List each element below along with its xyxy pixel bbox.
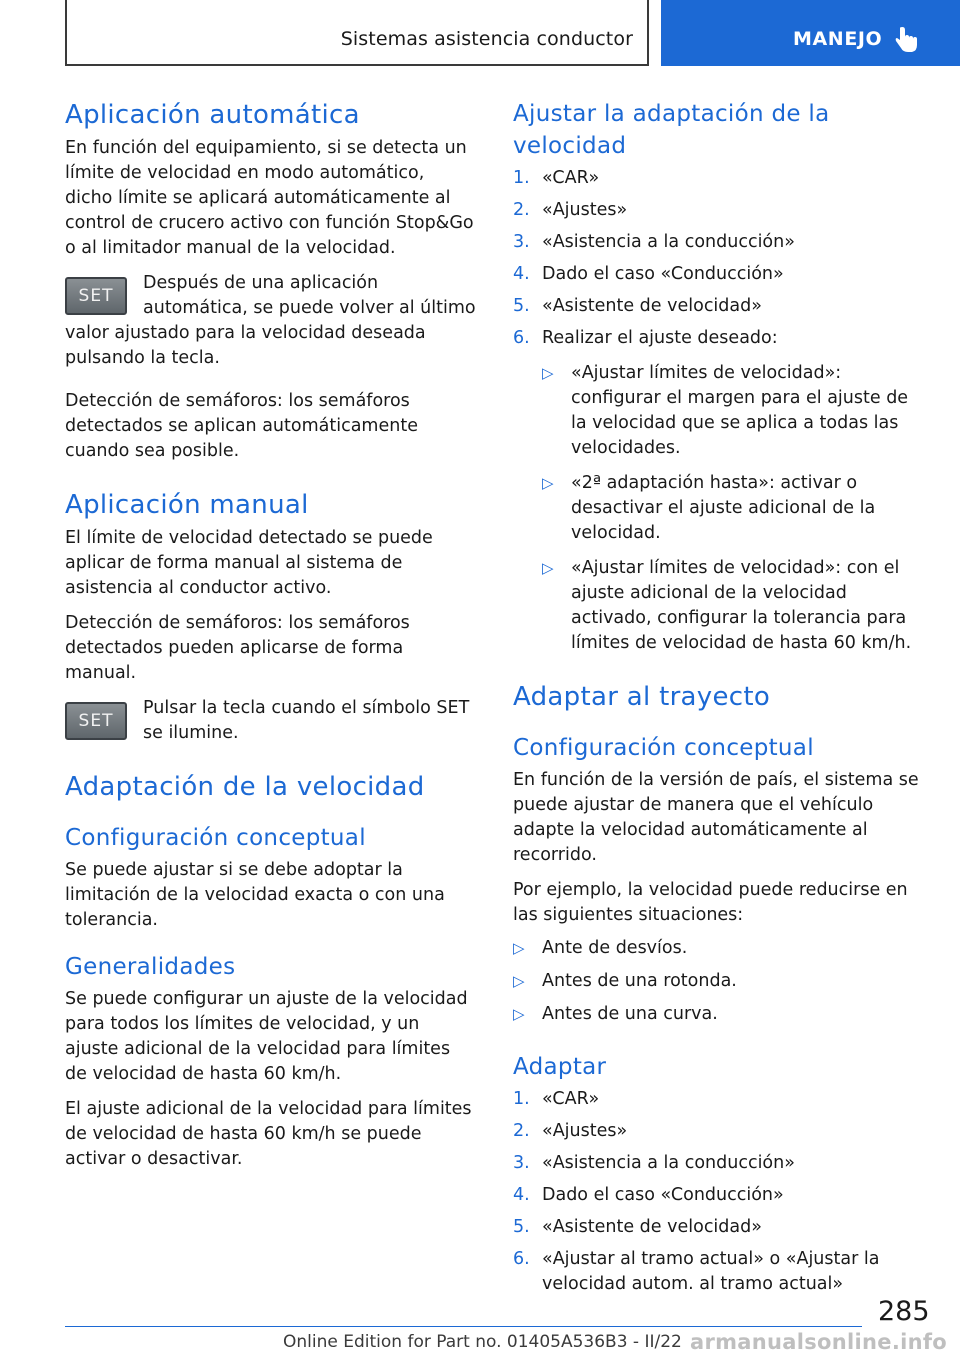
heading-adaptar: Adaptar <box>513 1054 607 1080</box>
bullet-item <box>513 936 925 961</box>
heading-generalidades: Generalidades <box>65 954 236 980</box>
bullet-text: Ante de desvíos. <box>542 938 688 958</box>
set-note-2 <box>65 696 477 746</box>
bullet-text: «Ajustar límites de velocidad»: con el ajuste adicional de la velocidad activado, configurar la tolerancia para límites de velocidad de hasta 60 km/h. <box>571 558 912 653</box>
paragraph-concept: Se puede ajustar si se debe adoptar la limitación de la velocidad exacta o con una tolerancia. <box>65 860 445 930</box>
heading-adaptacion-velocidad: Adaptación de la velocidad <box>65 772 425 802</box>
set-note-1 <box>65 271 477 371</box>
paragraph-semaforos-2: Detección de semáforos: los semáforos detectados pueden aplicarse de forma manual. <box>65 613 410 683</box>
list-item <box>513 326 925 351</box>
bullet-item <box>513 969 925 994</box>
steps-list-2 <box>513 1087 925 1297</box>
bullet-list <box>513 936 925 1027</box>
list-item-text: «CAR» <box>542 1089 600 1109</box>
list-item-number: 1. <box>513 168 530 188</box>
header-chapter-title: MANEJO <box>793 28 883 50</box>
list-item-number: 3. <box>513 1153 530 1173</box>
list-item-number: 1. <box>513 1089 530 1109</box>
triangle-bullet-icon: ▷ <box>513 1005 525 1023</box>
hand-pointer-icon <box>895 27 919 53</box>
header-chapter-box <box>661 0 960 66</box>
list-item-number: 2. <box>513 200 530 220</box>
paragraph-concept-2: En función de la versión de país, el sistema se puede ajustar de manera que el vehículo adapte la velocidad automáticamente al recorrido. <box>513 770 919 865</box>
set-key-icon: SET <box>65 277 127 315</box>
paragraph-auto: En función del equipamiento, si se detecta un límite de velocidad en modo automático, dicho límite se aplicará automáticamente al control de crucero activo con función Stop&Go o al limitador manual de la velocidad. <box>65 138 474 258</box>
page-number: 285 <box>878 1296 930 1327</box>
triangle-bullet-icon: ▷ <box>513 939 525 957</box>
paragraph-semaforos-1: Detección de semáforos: los semáforos detectados se aplican automáticamente cuando sea posible. <box>65 391 418 461</box>
list-item-number: 5. <box>513 1217 530 1237</box>
list-item-text: Dado el caso «Conducción» <box>542 1185 784 1205</box>
list-item-text: «Ajustar al tramo actual» o «Ajustar la velocidad autom. al tramo actual» <box>542 1249 880 1294</box>
list-item-text: «Asistente de velocidad» <box>542 296 762 316</box>
list-item <box>513 166 925 191</box>
paragraph-general-2: El ajuste adicional de la velocidad para límites de velocidad de hasta 60 km/h se puede activar o desactivar. <box>65 1099 472 1169</box>
list-item-text: «Asistencia a la conducción» <box>542 1153 795 1173</box>
list-item <box>513 1087 925 1112</box>
header-section-box <box>65 0 649 66</box>
triangle-bullet-icon: ▷ <box>513 972 525 990</box>
watermark: armanualsonline.info <box>690 1330 948 1354</box>
list-item <box>513 1151 925 1176</box>
footer-edition: Online Edition for Part no. 01405A536B3 - II/22 <box>283 1332 682 1352</box>
steps-list-1 <box>513 166 925 351</box>
bullet-item <box>513 471 925 546</box>
heading-aplicacion-manual: Aplicación manual <box>65 490 309 520</box>
list-item-number: 5. <box>513 296 530 316</box>
list-item <box>513 294 925 319</box>
list-item-number: 3. <box>513 232 530 252</box>
right-column <box>513 98 925 1304</box>
list-item <box>513 230 925 255</box>
list-item-text: «Ajustes» <box>542 200 628 220</box>
left-column <box>65 98 477 1172</box>
list-item-number: 2. <box>513 1121 530 1141</box>
list-item-text: «Asistencia a la conducción» <box>542 232 795 252</box>
triangle-bullet-icon: ▷ <box>542 559 554 577</box>
list-item-number: 4. <box>513 264 530 284</box>
list-item-number: 6. <box>513 328 530 348</box>
list-item-text: «Asistente de velocidad» <box>542 1217 762 1237</box>
heading-ajustar-adaptacion: Ajustar la adaptación de la velocidad <box>513 101 830 159</box>
triangle-bullet-icon: ▷ <box>542 474 554 492</box>
heading-adaptar-trayecto: Adaptar al trayecto <box>513 682 771 712</box>
bullet-text: Antes de una rotonda. <box>542 971 737 991</box>
list-item <box>513 262 925 287</box>
set-key-icon: SET <box>65 702 127 740</box>
list-item-text: «CAR» <box>542 168 600 188</box>
heading-aplicacion-automatica: Aplicación automática <box>65 100 360 130</box>
paragraph-general-1: Se puede configurar un ajuste de la velocidad para todos los límites de velocidad, y un ajuste adicional de la velocidad para límites de velocidad de hasta 60 km/h. <box>65 989 468 1084</box>
sub-items-list <box>513 361 925 656</box>
paragraph-ejemplo: Por ejemplo, la velocidad puede reducirse en las siguientes situaciones: <box>513 880 908 925</box>
heading-configuracion-conceptual: Configuración conceptual <box>65 825 366 851</box>
bullet-item <box>513 1002 925 1027</box>
list-item <box>513 1119 925 1144</box>
bullet-text: «Ajustar límites de velocidad»: configurar el margen para el ajuste de la velocidad que se aplica a todas las velocidades. <box>571 363 909 458</box>
footer-divider <box>65 1326 862 1327</box>
triangle-bullet-icon: ▷ <box>542 364 554 382</box>
list-item-number: 6. <box>513 1249 530 1269</box>
list-item <box>513 1247 925 1297</box>
header-section-title: Sistemas asistencia conductor <box>340 28 633 50</box>
bullet-text: «2ª adaptación hasta»: activar o desactivar el ajuste adicional de la velocidad. <box>571 473 876 543</box>
list-item <box>513 1183 925 1208</box>
bullet-text: Antes de una curva. <box>542 1004 718 1024</box>
set-note-2-text: Pulsar la tecla cuando el símbolo SET se ilumine. <box>143 698 470 743</box>
list-item-text: Dado el caso «Conducción» <box>542 264 784 284</box>
heading-configuracion-conceptual-2: Configuración conceptual <box>513 735 814 761</box>
bullet-item <box>513 556 925 656</box>
paragraph-manual: El límite de velocidad detectado se puede aplicar de forma manual al sistema de asistencia al conductor activo. <box>65 528 433 598</box>
set-note-1-text: Después de una aplicación automática, se puede volver al último valor ajustado para la velocidad deseada pulsando la tecla. <box>65 273 476 368</box>
list-item <box>513 198 925 223</box>
list-item-text: Realizar el ajuste deseado: <box>542 328 778 348</box>
bullet-item <box>513 361 925 461</box>
list-item-text: «Ajustes» <box>542 1121 628 1141</box>
list-item-number: 4. <box>513 1185 530 1205</box>
list-item <box>513 1215 925 1240</box>
